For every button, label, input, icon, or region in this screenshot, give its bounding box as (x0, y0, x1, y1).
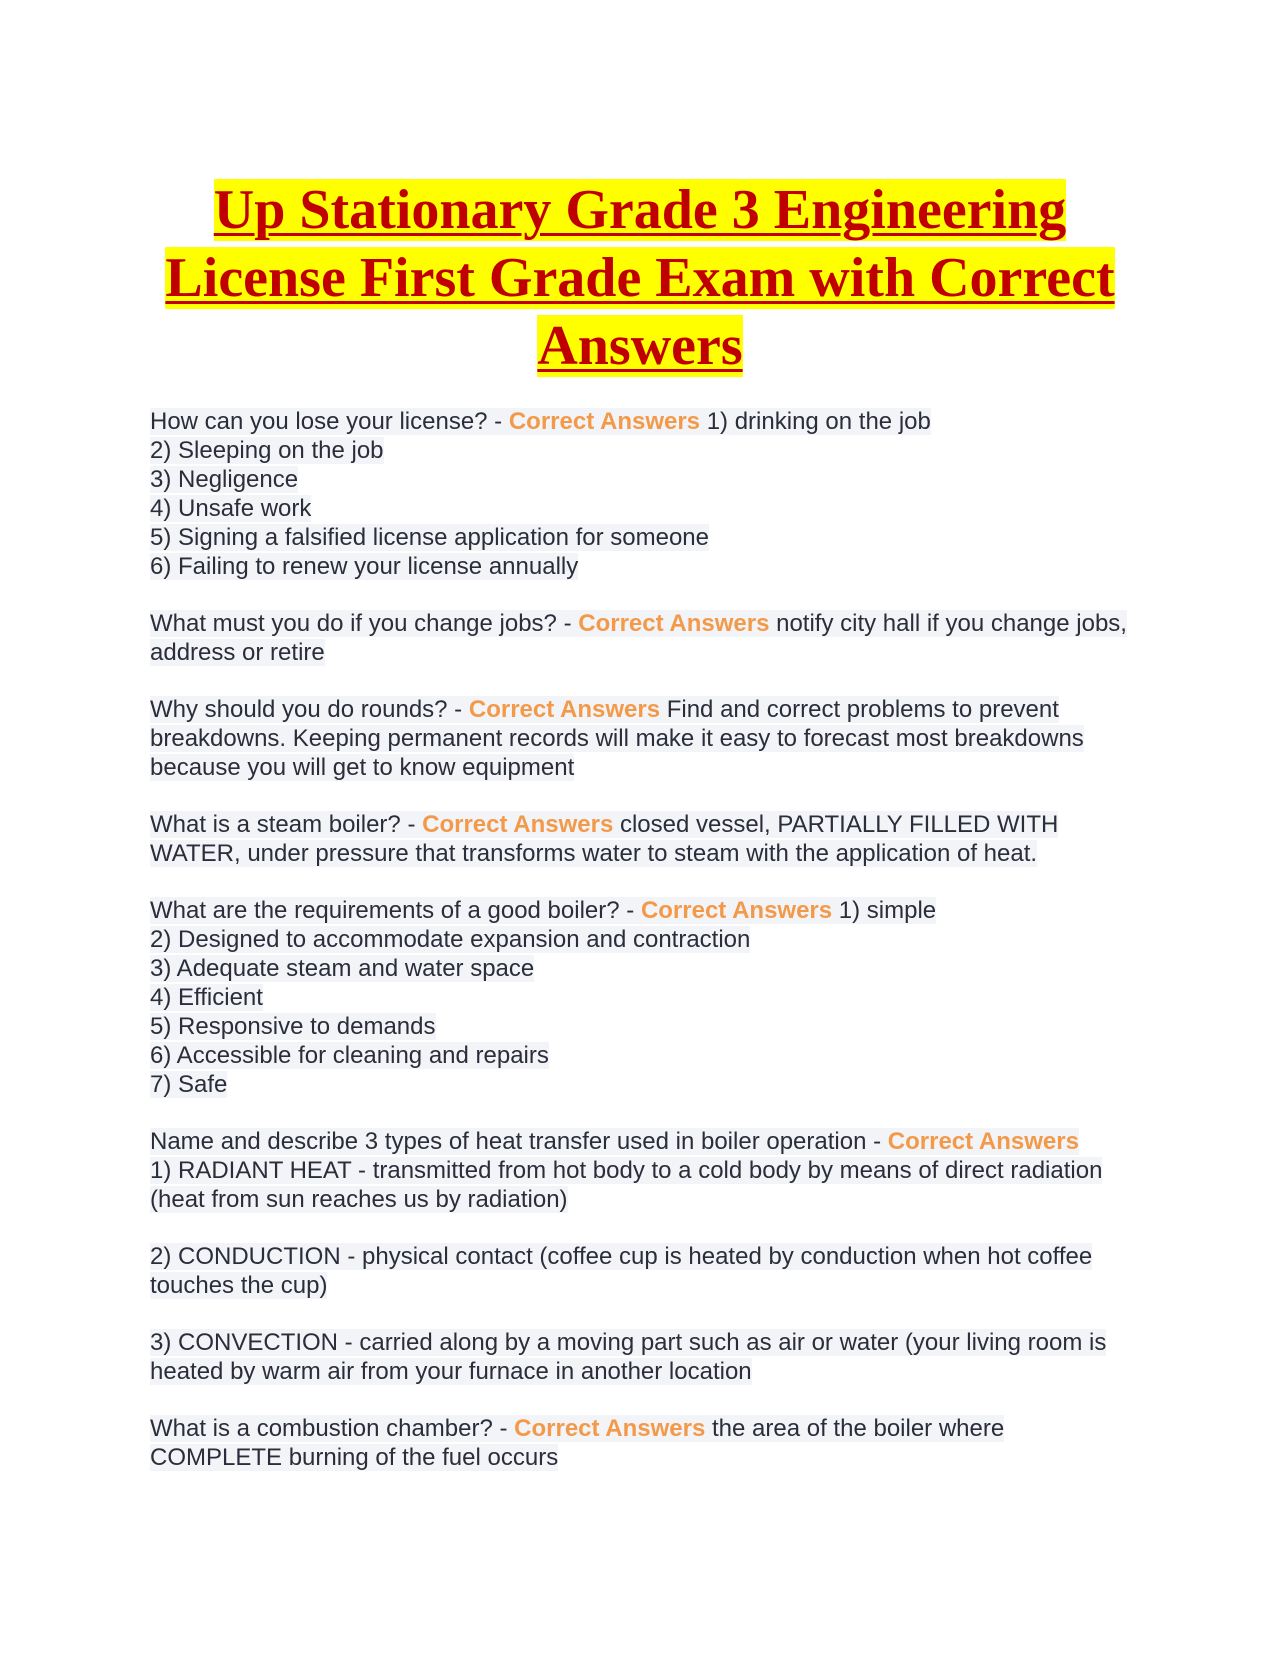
correct-answers-label: Correct Answers (640, 897, 833, 924)
answer-line: 6) Failing to renew your license annually (150, 553, 579, 580)
answer-line: 5) Signing a falsified license application for someone (150, 524, 709, 551)
qa-item-continued (150, 1328, 1140, 1386)
answer-text: notify city hall if you change jobs, address or retire (150, 610, 1127, 666)
answer-text: 1) simple (838, 897, 937, 924)
qa-item (150, 609, 1140, 667)
answer-line: 2) Sleeping on the job (150, 437, 384, 464)
question-text: What is a steam boiler? - (150, 811, 416, 838)
answer-line: 6) Accessible for cleaning and repairs (150, 1042, 549, 1069)
question-text: How can you lose your license? - (150, 408, 503, 435)
document-title (150, 176, 1130, 380)
qa-item-continued (150, 1242, 1140, 1300)
qa-item (150, 1414, 1140, 1472)
qa-list (150, 407, 1140, 1500)
correct-answers-label: Correct Answers (468, 696, 661, 723)
answer-text: the area of the boiler where COMPLETE burning of the fuel occurs (150, 1415, 1005, 1471)
answer-line: 4) Efficient (150, 984, 263, 1011)
correct-answers-label: Correct Answers (514, 1415, 706, 1442)
answer-text: closed vessel, PARTIALLY FILLED WITH WATER, under pressure that transforms water to steam with the application of heat. (150, 811, 1059, 867)
qa-item (150, 407, 1140, 581)
qa-item (150, 896, 1140, 1099)
question-text: What is a combustion chamber? - (150, 1415, 508, 1442)
answer-line: 4) Unsafe work (150, 495, 312, 522)
question-text: What are the requirements of a good boiler? - (150, 897, 635, 924)
answer-line: 2) Designed to accommodate expansion and contraction (150, 926, 751, 953)
document-title-text: Up Stationary Grade 3 Engineering License First Grade Exam with Correct Answers (165, 179, 1115, 377)
answer-paragraph: 3) CONVECTION - carried along by a moving part such as air or water (your living room is heated by warm air from your furnace in another location (150, 1329, 1107, 1385)
answer-line: 5) Responsive to demands (150, 1013, 436, 1040)
answer-line: 7) Safe (150, 1071, 228, 1098)
correct-answers-label: Correct Answers (422, 811, 614, 838)
qa-item (150, 695, 1140, 782)
qa-item (150, 810, 1140, 868)
question-text: Name and describe 3 types of heat transfer used in boiler operation - (150, 1128, 882, 1155)
question-text: What must you do if you change jobs? - (150, 610, 572, 637)
answer-line: 3) Negligence (150, 466, 299, 493)
correct-answers-label: Correct Answers (578, 610, 770, 637)
answer-text: 1) drinking on the job (706, 408, 931, 435)
correct-answers-label: Correct Answers (508, 408, 701, 435)
answer-line: 1) RADIANT HEAT - transmitted from hot body to a cold body by means of direct radiation (heat from sun reaches us by radiation) (150, 1157, 1103, 1213)
question-text: Why should you do rounds? - (150, 696, 463, 723)
answer-text: Find and correct problems to prevent breakdowns. Keeping permanent records will make it easy to forecast most breakdowns because you will get to know equipment (150, 696, 1084, 781)
correct-answers-label: Correct Answers (887, 1128, 1079, 1155)
answer-line: 3) Adequate steam and water space (150, 955, 535, 982)
qa-item (150, 1127, 1140, 1214)
answer-paragraph: 2) CONDUCTION - physical contact (coffee cup is heated by conduction when hot coffee touches the cup) (150, 1243, 1093, 1299)
